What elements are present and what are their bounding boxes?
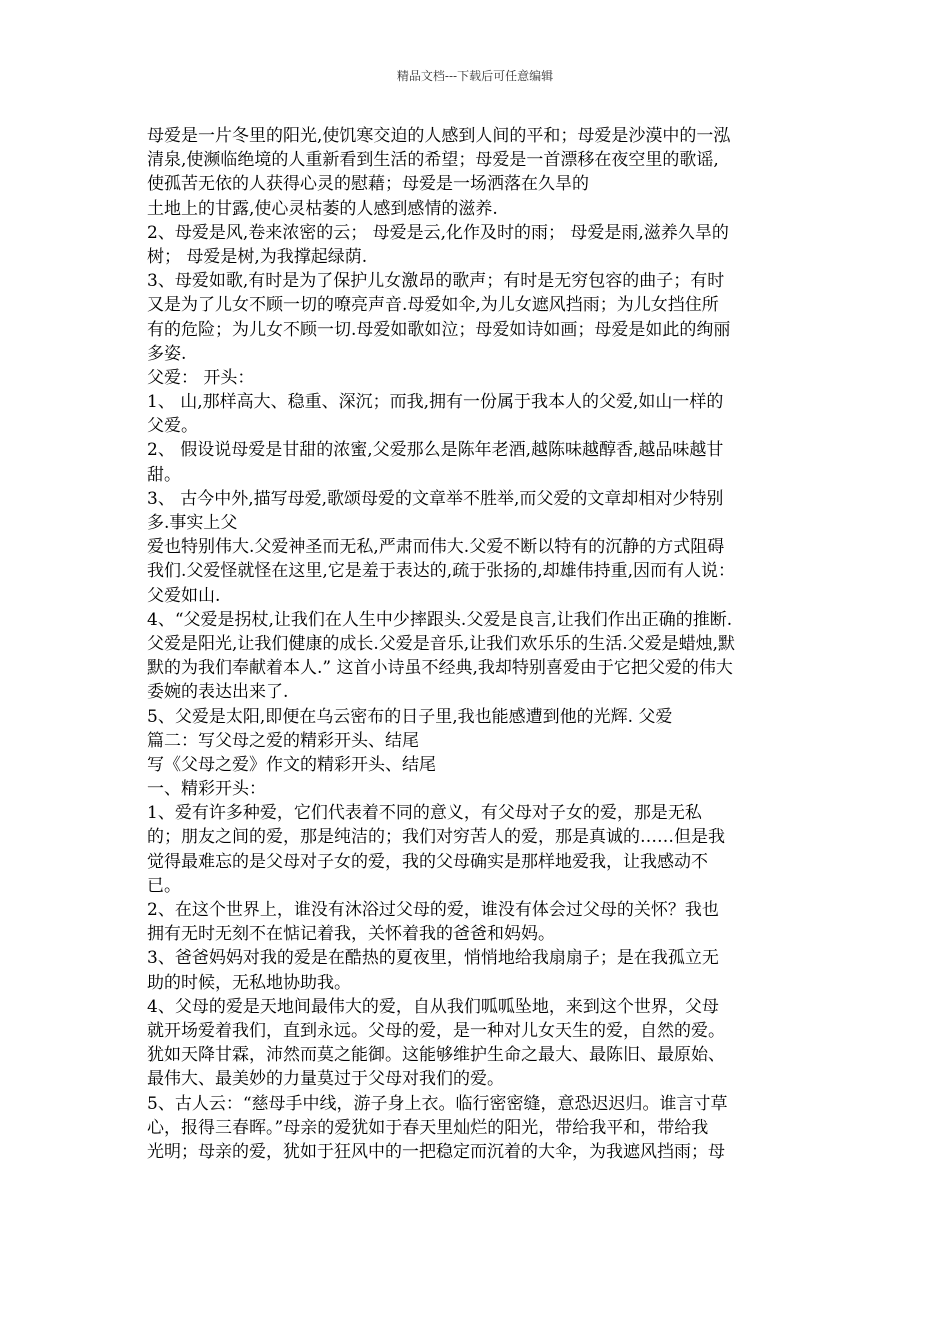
text-line: 有的危险；为儿女不顾一切.母爱如歌如泣；母爱如诗如画；母爱是如此的绚丽 [147,319,731,340]
page-header: 精品文档---下载后可任意编辑 [396,69,554,83]
text-line: 3、 古今中外,描写母爱,歌颂母爱的文章举不胜举,而父爱的文章却相对少特别 [147,488,724,509]
text-line: 树； 母爱是树,为我撑起绿荫. [147,246,368,267]
text-line: 4、“父爱是拐杖,让我们在人生中少摔跟头.父爱是良言,让我们作出正确的推断. [147,609,733,630]
text-line: 母爱是一片冬里的阳光,使饥寒交迫的人感到人间的平和；母爱是沙漠中的一泓 [147,126,731,146]
text-line: 最伟大、最美妙的力量莫过于父母对我们的爱。 [147,1069,504,1090]
text-line: 父爱如山. [147,585,221,606]
text-line: 犹如天降甘霖，沛然而莫之能御。这能够维护生命之最大、最陈旧、最原始、 [147,1045,725,1066]
text-line: 3、爸爸妈妈对我的爱是在酷热的夏夜里，悄悄地给我扇扇子；是在我孤立无 [147,948,719,969]
text-line: 父爱。 [147,416,198,437]
text-line: 5、父爱是太阳,即便在乌云密布的日子里,我也能感遭到他的光辉. 父爱 [147,706,673,727]
text-line: 又是为了儿女不顾一切的嘹亮声音.母爱如伞,为儿女遮风挡雨；为儿女挡住所 [147,295,719,316]
text-line: 委婉的表达出来了. [147,682,289,703]
text-line: 1、爱有许多种爱，它们代表着不同的意义，有父母对子女的爱，那是无私 [147,803,702,824]
text-line: 爱也特别伟大.父爱神圣而无私,严肃而伟大.父爱不断以特有的沉静的方式阻碍 [147,537,725,558]
text-line: 我们.父爱怪就怪在这里,它是羞于表达的,疏于张扬的,却雄伟持重,因而有人说： [147,561,736,582]
text-line: 光明；母亲的爱，犹如于狂风中的一把稳定而沉着的大伞，为我遮风挡雨；母 [147,1141,725,1162]
text-line: 2、母爱是风,卷来浓密的云； 母爱是云,化作及时的雨； 母爱是雨,滋养久旱的 [147,222,729,243]
text-line: 的；朋友之间的爱，那是纯洁的；我们对穷苦人的爱，那是真诚的……但是我 [147,827,725,848]
text-line: 助的时候，无私地协助我。 [147,972,351,993]
text-line: 拥有无时无刻不在惦记着我，关怀着我的爸爸和妈妈。 [147,924,555,945]
text-line: 父爱是阳光,让我们健康的成长.父爱是音乐,让我们欢乐乐的生活.父爱是蜡烛,默 [147,633,736,654]
text-line: 2、在这个世界上，谁没有沐浴过父母的爱，谁没有体会过父母的关怀？我也 [147,900,719,920]
text-line: 3、母爱如歌,有时是为了保护儿女激昂的歌声；有时是无穷包容的曲子；有时 [147,271,725,292]
text-line: 父爱： 开头： [147,367,255,388]
text-line: 土地上的甘露,使心灵枯萎的人感到感情的滋养. [147,198,498,219]
text-line: 写《父母之爱》作文的精彩开头、结尾 [147,754,436,775]
document-body [147,124,807,1164]
text-line: 甜。 [147,464,181,485]
text-line: 清泉,使濒临绝境的人重新看到生活的希望；母爱是一首漂移在夜空里的歌谣, [147,150,719,171]
text-line: 4、父母的爱是天地间最伟大的爱，自从我们呱呱坠地，来到这个世界，父母 [147,996,719,1017]
text-line: 多.事实上父 [147,513,238,533]
text-line: 1、 山,那样高大、稳重、深沉；而我,拥有一份属于我本人的父爱,如山一样的 [147,392,724,413]
text-line: 心，报得三春晖。”母亲的爱犹如于春天里灿烂的阳光，带给我平和，带给我 [147,1117,709,1138]
text-line: 2、 假设说母爱是甘甜的浓蜜,父爱那么是陈年老酒,越陈味越醇香,越品味越甘 [147,440,724,461]
text-line: 多姿. [147,343,187,364]
text-line: 5、古人云：“慈母手中线，游子身上衣。临行密密缝，意恐迟迟归。谁言寸草 [147,1093,728,1114]
text-line: 觉得最难忘的是父母对子女的爱，我的父母确实是那样地爱我，让我感动不 [147,851,708,872]
text-line: 已。 [147,875,181,896]
text-line: 一、精彩开头： [147,779,266,800]
text-line: 使孤苦无依的人获得心灵的慰藉；母爱是一场洒落在久旱的 [147,174,589,195]
text-line: 默的为我们奉献着本人.” 这首小诗虽不经典,我却特别喜爱由于它把父爱的伟大 [147,658,733,679]
text-line: 就开场爱着我们，直到永远。父母的爱，是一种对儿女天生的爱，自然的爱。 [147,1020,725,1041]
text-line: 篇二：写父母之爱的精彩开头、结尾 [147,730,419,751]
